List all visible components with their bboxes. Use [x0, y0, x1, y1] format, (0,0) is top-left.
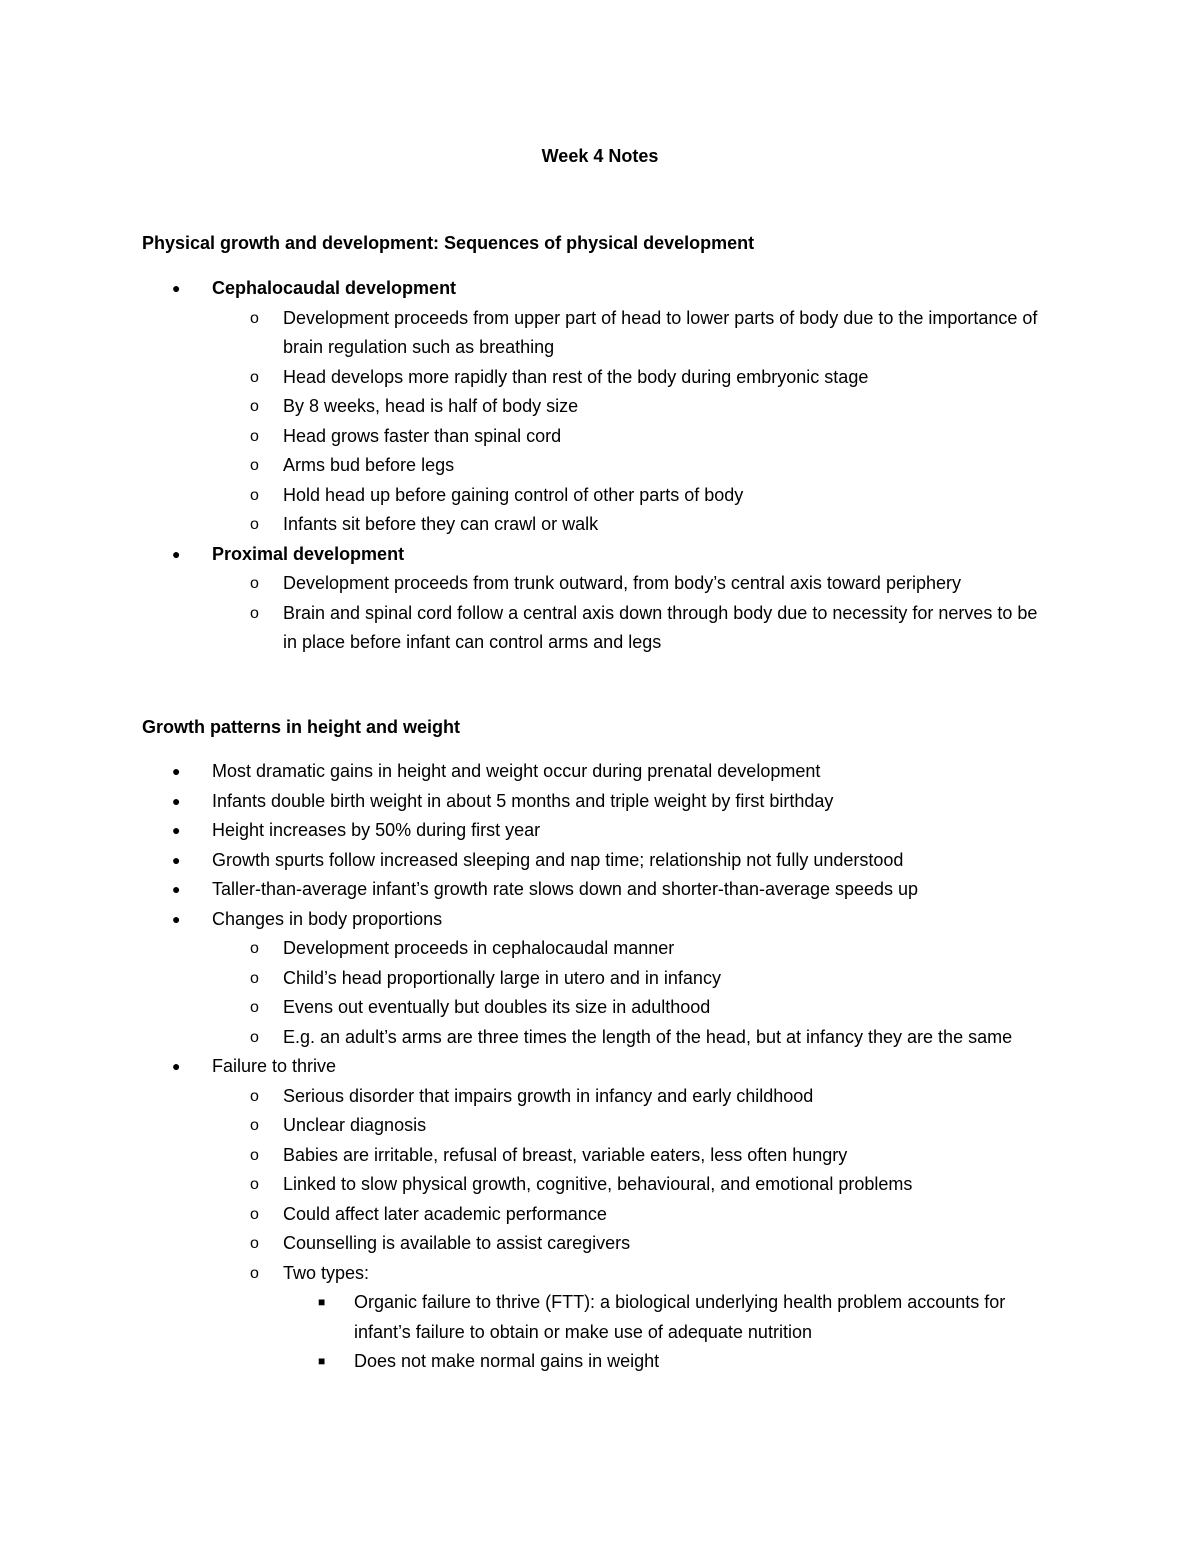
- sub-list-item: [0, 422, 1200, 452]
- bullet-icon: ●: [172, 792, 181, 809]
- circle-bullet-icon: o: [250, 1264, 259, 1282]
- sub-list-item: [0, 599, 1200, 658]
- sub-list-item-text: Two types:: [283, 1262, 370, 1283]
- list-item-proximal: [0, 540, 1200, 570]
- sub-list-item: [0, 993, 1200, 1023]
- sub-list-item: [0, 934, 1200, 964]
- circle-bullet-icon: o: [250, 1028, 259, 1046]
- sub-list-item-text: Head grows faster than spinal cord: [283, 425, 562, 446]
- sub-list-item-text: Development proceeds from trunk outward, from body’s central axis toward periphery: [283, 573, 961, 593]
- sub-list-item: [0, 451, 1200, 481]
- list-item-label: Proximal development: [212, 543, 405, 564]
- circle-bullet-icon: o: [250, 309, 259, 327]
- sub-list-item-text: Head develops more rapidly than rest of the body during embryonic stage: [283, 366, 869, 387]
- sub-list-item: [0, 481, 1200, 511]
- list-item: [0, 816, 1200, 846]
- list-item-text: Infants double birth weight in about 5 months and triple weight by first birthday: [212, 790, 834, 811]
- list-item-body-proportions: [0, 905, 1200, 935]
- sub-list-item: [0, 392, 1200, 422]
- circle-bullet-icon: o: [250, 940, 259, 957]
- sub-list-item-text: Babies are irritable, refusal of breast, variable eaters, less often hungry: [283, 1144, 848, 1165]
- list-item-label: Cephalocaudal development: [212, 278, 457, 298]
- list-item-text: Growth spurts follow increased sleeping and nap time; relationship not fully understood: [212, 849, 904, 870]
- list-item-cephalocaudal: [0, 274, 1200, 304]
- bullet-icon: ●: [172, 822, 181, 838]
- list-item-text: Taller-than-average infant’s growth rate slows down and shorter-than-average speeds up: [212, 879, 919, 899]
- sub-list-item: [0, 964, 1200, 994]
- list-item-text: Failure to thrive: [212, 1056, 337, 1076]
- sub-list-item: [0, 1023, 1200, 1053]
- circle-bullet-icon: o: [250, 1176, 259, 1193]
- bullet-icon: ●: [172, 1058, 181, 1074]
- sub-list-item: [0, 569, 1200, 599]
- list-item-text: Changes in body proportions: [212, 908, 443, 929]
- section-heading-growth-patterns: Growth patterns in height and weight: [142, 717, 460, 737]
- list-item-failure-to-thrive: [0, 1052, 1200, 1082]
- sub-list-item-text: Evens out eventually but doubles its size in adulthood: [283, 997, 711, 1017]
- section-2-list: [0, 757, 1200, 1377]
- sub-list-item: [0, 1229, 1200, 1259]
- sub-list-item-text: Hold head up before gaining control of other parts of body: [283, 484, 744, 505]
- sub-list-item-text: Serious disorder that impairs growth in infancy and early childhood: [283, 1085, 814, 1106]
- sub-list-item-text: Arms bud before legs: [283, 455, 455, 475]
- sub-list-item-text: Infants sit before they can crawl or walk: [283, 514, 599, 534]
- circle-bullet-icon: o: [250, 427, 259, 445]
- bullet-icon: ●: [172, 280, 181, 296]
- sub-list-item-text: Child’s head proportionally large in utero and in infancy: [283, 967, 721, 988]
- list-item-text: Most dramatic gains in height and weight occur during prenatal development: [212, 761, 821, 781]
- sub-list-item: [0, 1111, 1200, 1141]
- sub-list-item-text: Development proceeds in cephalocaudal manner: [283, 938, 675, 958]
- sub-list-item-text: By 8 weeks, head is half of body size: [283, 396, 579, 416]
- sub-list-item-text: Unclear diagnosis: [283, 1115, 427, 1135]
- bullet-icon: ●: [172, 910, 181, 927]
- circle-bullet-icon: o: [250, 1117, 259, 1134]
- circle-bullet-icon: o: [250, 368, 259, 386]
- sub-sub-list-item: [0, 1347, 1200, 1377]
- sub-list-item-text: Development proceeds from upper part of head to lower parts of body due to the importance of brain regulation such as breathing: [283, 307, 1038, 357]
- list-item: [0, 787, 1200, 817]
- list-item: [0, 875, 1200, 905]
- bullet-icon: ●: [172, 851, 181, 868]
- section-1-list: [0, 274, 1200, 658]
- circle-bullet-icon: o: [250, 457, 259, 474]
- circle-bullet-icon: o: [250, 604, 259, 622]
- section-heading-physical-growth: Physical growth and development: Sequences of physical development: [142, 233, 755, 253]
- sub-list-item: [0, 1200, 1200, 1230]
- sub-list-item: [0, 510, 1200, 540]
- sub-list-item: [0, 1082, 1200, 1112]
- bullet-icon: ●: [172, 545, 181, 562]
- bullet-icon: ●: [172, 763, 181, 779]
- sub-list-item: [0, 304, 1200, 363]
- list-item: [0, 846, 1200, 876]
- sub-list-item: [0, 1170, 1200, 1200]
- sub-list-item-text: Linked to slow physical growth, cognitive, behavioural, and emotional problems: [283, 1174, 913, 1194]
- circle-bullet-icon: o: [250, 1235, 259, 1252]
- sub-list-item-text: Counselling is available to assist caregivers: [283, 1233, 631, 1253]
- document-title: Week 4 Notes: [541, 146, 659, 166]
- bullet-icon: ●: [172, 881, 181, 897]
- circle-bullet-icon: o: [250, 969, 259, 987]
- sub-list-item-text: Brain and spinal cord follow a central axis down through body due to necessity for nerves to be in place before infant can control arms and legs: [283, 602, 1038, 652]
- sub-list-item-text: Could affect later academic performance: [283, 1203, 607, 1224]
- sub-sub-list-item-text: Organic failure to thrive (FTT): a biological underlying health problem accounts for infant’s failure to obtain or make use of adequate nutrition: [354, 1292, 1006, 1342]
- sub-sub-list-item-text: Does not make normal gains in weight: [354, 1351, 660, 1371]
- circle-bullet-icon: o: [250, 575, 259, 592]
- circle-bullet-icon: o: [250, 398, 259, 415]
- circle-bullet-icon: o: [250, 999, 259, 1016]
- list-item: [0, 757, 1200, 787]
- circle-bullet-icon: o: [250, 1146, 259, 1164]
- list-item-text: Height increases by 50% during first year: [212, 820, 541, 840]
- circle-bullet-icon: o: [250, 1205, 259, 1223]
- circle-bullet-icon: o: [250, 486, 259, 504]
- square-bullet-icon: ■: [318, 1295, 326, 1309]
- sub-sub-list-item: [0, 1288, 1200, 1347]
- circle-bullet-icon: o: [250, 516, 259, 533]
- sub-list-item: [0, 1259, 1200, 1289]
- sub-list-item: [0, 363, 1200, 393]
- sub-list-item-text: E.g. an adult’s arms are three times the length of the head, but at infancy they are the same: [283, 1026, 1013, 1047]
- sub-list-item: [0, 1141, 1200, 1171]
- square-bullet-icon: ■: [318, 1354, 326, 1368]
- circle-bullet-icon: o: [250, 1087, 259, 1105]
